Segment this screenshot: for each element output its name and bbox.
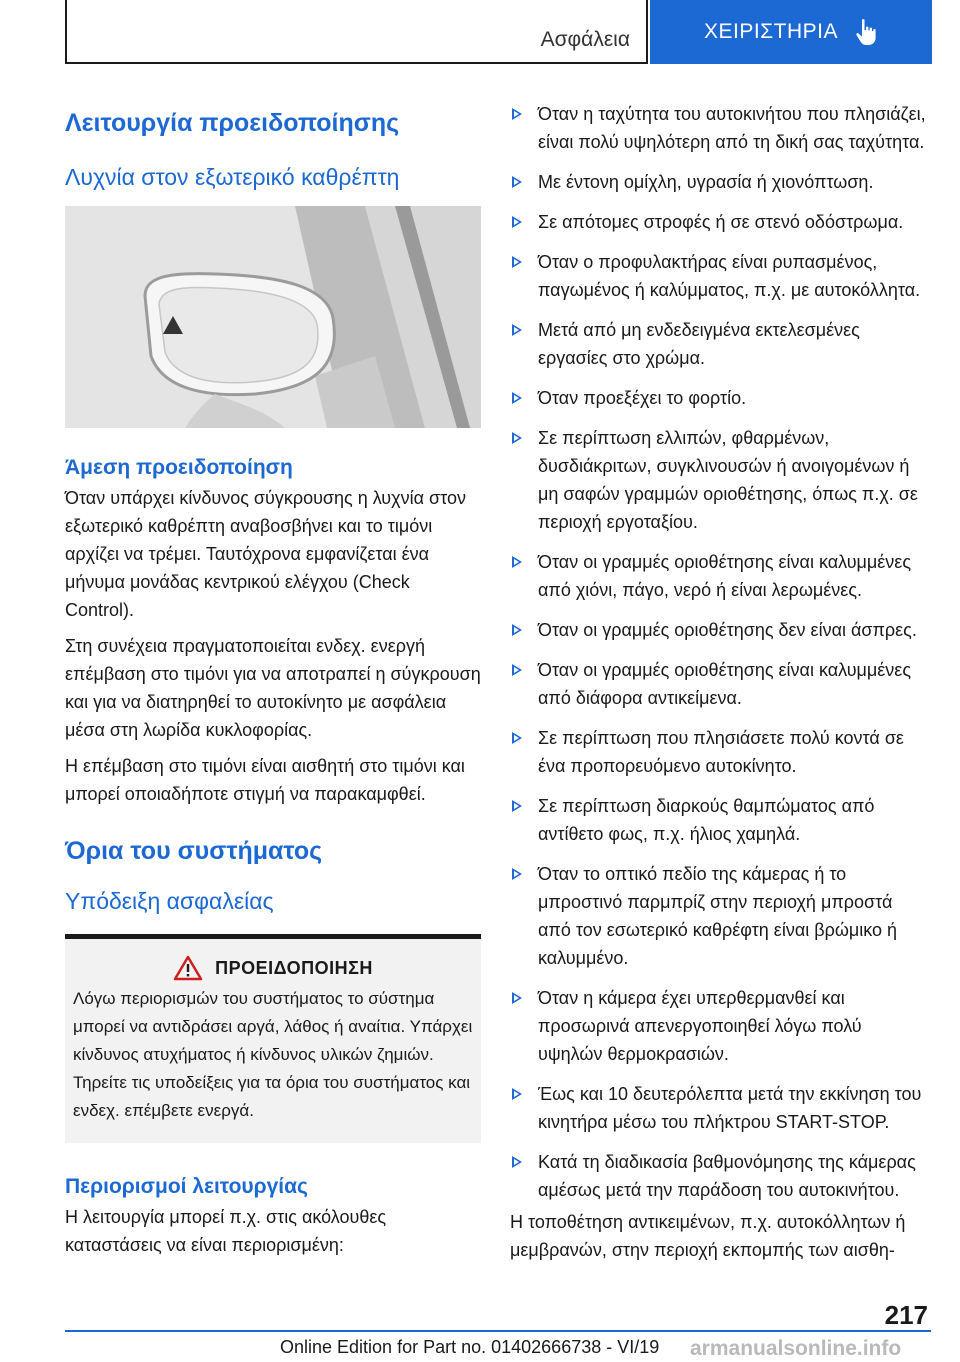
list-item: Όταν οι γραμμές οριοθέτησης είναι καλυμμένες από διάφορα αντικείμενα. bbox=[510, 656, 930, 712]
list-item: Έως και 10 δευτερόλεπτα μετά την εκκίνηση του κινητήρα μέσω του πλήκτρου START-STOP. bbox=[510, 1080, 930, 1136]
warning-text: Λόγω περιορισμών του συστήματος το σύστημα μπορεί να αντιδράσει αργά, λάθος ή αναίτια. Υπάρχει κίνδυνος ατυχήματος ή κίνδυνος υλικών ζημιών. Τηρείτε τις υποδείξεις για τα όρια του συστήματος και ενδεχ. επέμβετε ενεργά. bbox=[73, 989, 473, 1120]
list-item: Σε περίπτωση ελλιπών, φθαρμένων, δυσδιάκριτων, συγκλινουσών ή ανοιγομένων ή μη σαφών γραμμών οριοθέτησης, όπως π.χ. σε περιοχή εργοταξίου. bbox=[510, 424, 930, 536]
heading-system-limits: Όρια του συστήματος bbox=[65, 837, 323, 865]
pointing-hand-icon bbox=[854, 18, 878, 46]
heading-direct-warning: Άμεση προειδοποίηση bbox=[65, 456, 293, 479]
header-frame bbox=[65, 0, 648, 64]
bullet-triangle-icon bbox=[512, 664, 522, 676]
bullet-triangle-icon bbox=[512, 1156, 522, 1168]
page-number: 217 bbox=[884, 1300, 928, 1330]
list-item: Σε περίπτωση διαρκούς θαμπώματος από αντίθετο φως, π.χ. ήλιος χαμηλά. bbox=[510, 792, 930, 848]
list-item: Κατά τη διαδικασία βαθμονόμησης της κάμερας αμέσως μετά την παράδοση του αυτοκινήτου. bbox=[510, 1148, 930, 1204]
bullet-triangle-icon bbox=[512, 324, 522, 336]
list-item: Με έντονη ομίχλη, υγρασία ή χιονόπτωση. bbox=[510, 168, 930, 196]
bullet-triangle-icon bbox=[512, 176, 522, 188]
bullet-triangle-icon bbox=[512, 732, 522, 744]
list-item: Όταν οι γραμμές οριοθέτησης δεν είναι άσπρες. bbox=[510, 616, 930, 644]
bullet-triangle-icon bbox=[512, 1088, 522, 1100]
footer-divider bbox=[65, 1330, 931, 1332]
bullet-triangle-icon bbox=[512, 108, 522, 120]
paragraph-direct-warning: Όταν υπάρχει κίνδυνος σύγκρουσης η λυχνία στον εξωτερικό καθρέπτη αναβοσβήνει και το τιμόνι αρχίζει να τρέμει. Ταυτόχρονα εμφανίζεται ένα μήνυμα μονάδας κεντρικού ελέγχου (Check Control). bbox=[65, 488, 466, 620]
warning-header bbox=[73, 955, 473, 981]
list-item: Όταν προεξέχει το φορτίο. bbox=[510, 384, 930, 412]
bullet-triangle-icon bbox=[512, 624, 522, 636]
paragraph-objects-placement: Η τοποθέτηση αντικειμένων, π.χ. αυτοκόλλητων ή μεμβρανών, στην περιοχή εκπομπής των αισθη- bbox=[510, 1212, 906, 1260]
bullet-triangle-icon bbox=[512, 392, 522, 404]
limitations-list bbox=[510, 100, 930, 1204]
list-item: Όταν η κάμερα έχει υπερθερμανθεί και προσωρινά απενεργοποιηθεί λόγω πολύ υψηλών θερμοκρασιών. bbox=[510, 984, 930, 1068]
list-item: Όταν η ταχύτητα του αυτοκινήτου που πλησιάζει, είναι πολύ υψηλότερη από τη δική σας ταχύτητα. bbox=[510, 100, 930, 156]
left-column bbox=[65, 100, 481, 1267]
list-item: Σε απότομες στροφές ή σε στενό οδόστρωμα. bbox=[510, 208, 930, 236]
warning-box bbox=[65, 934, 481, 1143]
warning-triangle-icon bbox=[173, 955, 203, 981]
bullet-triangle-icon bbox=[512, 216, 522, 228]
bullet-triangle-icon bbox=[512, 800, 522, 812]
heading-safety-note: Υπόδειξη ασφαλείας bbox=[65, 888, 274, 914]
list-item: Όταν ο προφυλακτήρας είναι ρυπασμένος, παγωμένος ή καλύμματος, π.χ. με αυτοκόλλητα. bbox=[510, 248, 930, 304]
bullet-triangle-icon bbox=[512, 432, 522, 444]
paragraph-steering-intervention: Στη συνέχεια πραγματοποιείται ενδεχ. ενεργή επέμβαση στο τιμόνι για να αποτραπεί η σύγκρουση και για να διατηρηθεί το αυτοκίνητο με ασφάλεια μέσα στη λωρίδα κυκλοφορίας. bbox=[65, 636, 481, 740]
list-item: Όταν οι γραμμές οριοθέτησης είναι καλυμμένες από χιόνι, πάγο, νερό ή είναι λερωμένες. bbox=[510, 548, 930, 604]
watermark: armanualsonline.info bbox=[690, 1337, 902, 1360]
side-mirror-illustration bbox=[65, 206, 481, 428]
tab-controls-label: ΧΕΙΡΙΣΤΗΡΙΑ bbox=[703, 20, 838, 43]
bullet-triangle-icon bbox=[512, 556, 522, 568]
heading-mirror-lamp: Λυχνία στον εξωτερικό καθρέπτη bbox=[65, 164, 400, 190]
heading-warning-function: Λειτουργία προειδοποίησης bbox=[65, 109, 400, 137]
mirror-photo bbox=[65, 206, 481, 428]
paragraph-restrictions-intro: Η λειτουργία μπορεί π.χ. στις ακόλουθες καταστάσεις να είναι περιορισμένη: bbox=[65, 1207, 387, 1255]
paragraph-override: Η επέμβαση στο τιμόνι είναι αισθητή στο τιμόνι και μπορεί οποιαδήποτε στιγμή να παρακαμφθεί. bbox=[65, 756, 465, 804]
section-title: Ασφάλεια bbox=[540, 28, 630, 51]
tab-controls[interactable] bbox=[650, 0, 932, 64]
bullet-triangle-icon bbox=[512, 256, 522, 268]
list-item: Μετά από μη ενδεδειγμένα εκτελεσμένες εργασίες στο χρώμα. bbox=[510, 316, 930, 372]
bullet-triangle-icon bbox=[512, 868, 522, 880]
warning-title: ΠΡΟΕΙΔΟΠΟΙΗΣΗ bbox=[215, 957, 373, 978]
bullet-triangle-icon bbox=[512, 992, 522, 1004]
list-item: Σε περίπτωση που πλησιάσετε πολύ κοντά σε ένα προπορευόμενο αυτοκίνητο. bbox=[510, 724, 930, 780]
heading-function-restrictions: Περιορισμοί λειτουργίας bbox=[65, 1175, 308, 1198]
list-item: Όταν το οπτικό πεδίο της κάμερας ή το μπροστινό παρμπρίζ στην περιοχή μπροστά από τον εσωτερικό καθρέφτη είναι βρώμικο ή καλυμμένο. bbox=[510, 860, 930, 972]
footer-edition: Online Edition for Part no. 01402666738 - VI/19 bbox=[280, 1337, 660, 1357]
right-column bbox=[510, 100, 930, 1264]
